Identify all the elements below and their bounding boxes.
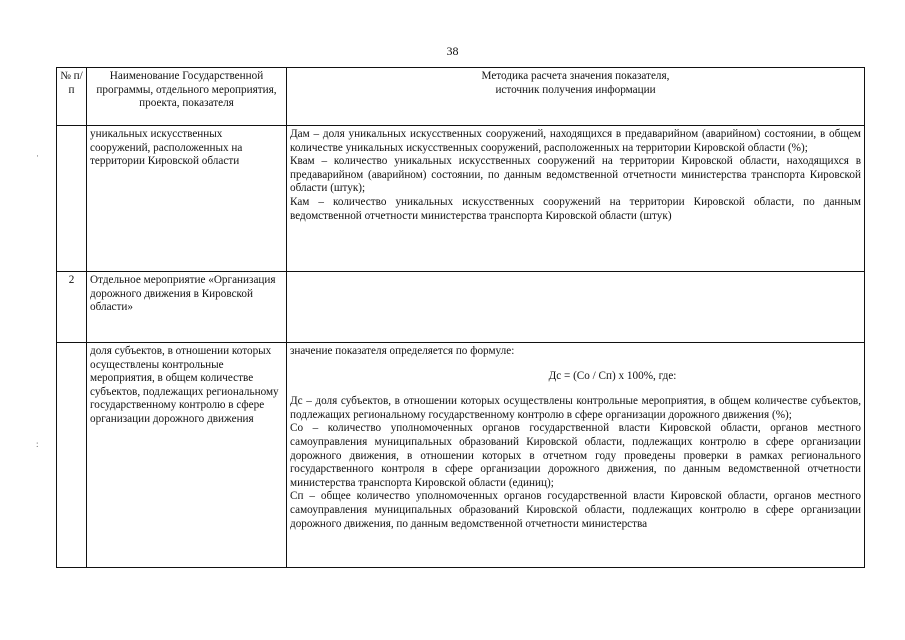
- header-method: [287, 68, 865, 126]
- method-paragraph: Кам – количество уникальных искусственных сооружений на территории Кировской области, по данным ведомственной отчетности министерства транспорта Кировской области (штук): [290, 195, 861, 222]
- scan-margin-mark: ·: [36, 151, 39, 161]
- table-header-row: [57, 68, 865, 126]
- row-name: уникальных искусственных сооружений, расположенных на территории Кировской области: [87, 126, 287, 272]
- method-paragraph: Дс – доля субъектов, в отношении которых осуществлены контрольные мероприятия, в общем количестве субъектов, подлежащих региональному государственному контролю в сфере организации дорожного движения (%);: [290, 395, 861, 421]
- table-row: [57, 272, 865, 343]
- method-paragraph: Квам – количество уникальных искусственных сооружений на территории Кировской области, находящихся в предаварийном (аварийном) состоянии, по данным ведомственной отчетности министерства транспорта Кировской области (штук);: [290, 155, 861, 195]
- scan-margin-mark: :: [36, 439, 39, 449]
- header-num: № п/п: [57, 68, 87, 126]
- row-method: [287, 343, 865, 568]
- method-paragraph: Со – количество уполномоченных органов государственной власти Кировской области, органов местного самоуправления муниципальных образований Кировской области, подлежащих контролю в сфере организации дорожного движения, в отношении которых в отчетном году проведены проверки в рамках регионального государственного контроля в сфере организации дорожного движения, по данным ведомственной отчетности министерства транспорта Кировской области (единиц);: [290, 422, 861, 489]
- method-paragraph: Дам – доля уникальных искусственных сооружений, находящихся в предаварийном (аварийном) состоянии, в общем количестве уникальных искусственных сооружений, расположенных на территории Кировской области (%);: [290, 128, 861, 154]
- row-num: [57, 343, 87, 568]
- table-row: [57, 343, 865, 568]
- row-method: [287, 126, 865, 272]
- row-num: 2: [57, 272, 87, 343]
- formula: Дс = (Со / Сп) х 100%, где:: [548, 369, 677, 382]
- page-number: 38: [446, 44, 459, 58]
- row-name: Отдельное мероприятие «Организация дорожного движения в Кировской области»: [87, 272, 287, 343]
- header-method-line1: Методика расчета значения показателя,: [481, 70, 670, 82]
- row-name: доля субъектов, в отношении которых осуществлены контрольные мероприятия, в общем количестве субъектов, подлежащих региональному государственному контролю в сфере организации дорожного движения: [87, 343, 287, 568]
- methodology-table: [56, 67, 865, 568]
- row-method: [287, 272, 865, 343]
- method-paragraph: Сп – общее количество уполномоченных органов государственной власти Кировской области, органов местного самоуправления муниципальных образований Кировской области, подлежащих контролю в сфере организации дорожного движения, по данным ведомственной отчетности министерства: [290, 490, 861, 530]
- method-intro: значение показателя определяется по формуле:: [290, 345, 515, 357]
- table-row: [57, 126, 865, 272]
- row-num: [57, 126, 87, 272]
- header-method-line2: источник получения информации: [495, 83, 656, 96]
- header-name: Наименование Государственной программы, отдельного мероприятия, проекта, показателя: [87, 68, 287, 126]
